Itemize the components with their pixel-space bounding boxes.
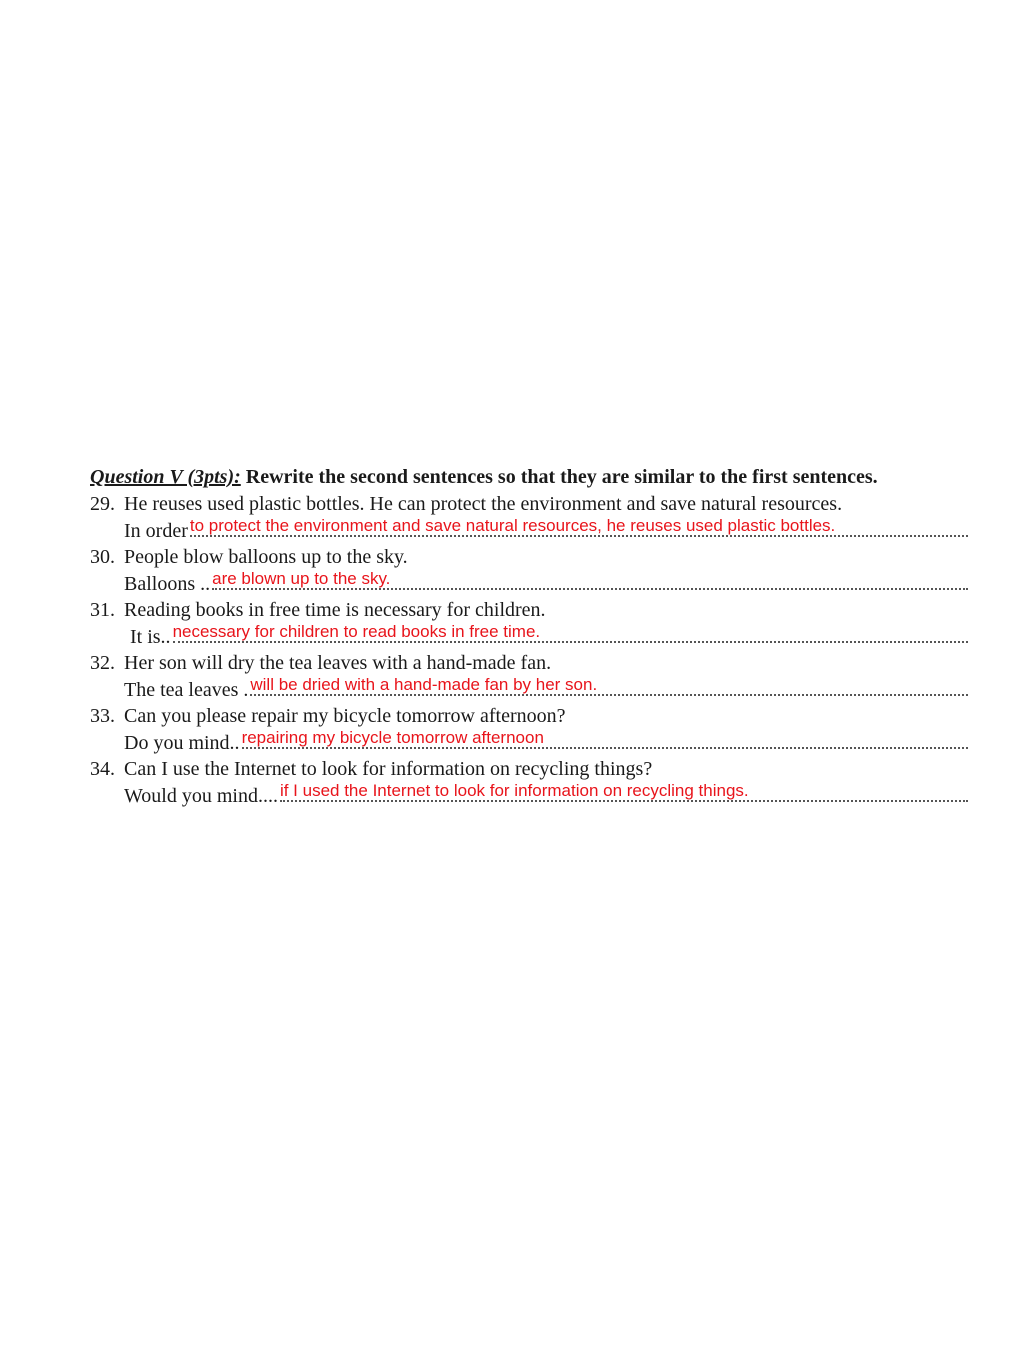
handwritten-answer: will be dried with a hand-made fan by her son. <box>250 674 598 694</box>
answer-prefix: Would you mind.... <box>124 784 278 807</box>
item-sentence: People blow balloons up to the sky. <box>124 546 408 568</box>
question-heading <box>90 463 1010 491</box>
exercise-item-33 <box>90 703 1010 730</box>
handwritten-answer: necessary for children to read books in free time. <box>172 621 541 641</box>
item-number: 29. <box>90 493 115 515</box>
item-number: 32. <box>90 652 115 674</box>
handwritten-answer: if I used the Internet to look for information on recycling things. <box>279 780 749 800</box>
item-sentence: Her son will dry the tea leaves with a hand-made fan. <box>124 652 552 674</box>
item-number: 30. <box>90 546 115 568</box>
answer-blank[interactable] <box>279 780 968 802</box>
answer-prefix: It is.. <box>130 625 171 648</box>
question-label: Question V (3pts): <box>90 466 241 488</box>
answer-prefix: Do you mind.. <box>124 731 240 754</box>
answer-line-30 <box>124 568 968 598</box>
item-sentence: Reading books in free time is necessary for children. <box>124 599 546 621</box>
answer-line-31 <box>124 621 968 651</box>
exercise-item-34 <box>90 756 1010 783</box>
answer-blank[interactable] <box>250 674 968 696</box>
handwritten-answer: are blown up to the sky. <box>212 568 391 588</box>
item-number: 34. <box>90 758 115 780</box>
answer-prefix: Balloons .. <box>124 572 211 595</box>
item-number: 31. <box>90 599 115 621</box>
answer-prefix: In order <box>124 519 188 542</box>
answer-blank[interactable] <box>241 727 968 749</box>
item-sentence: Can you please repair my bicycle tomorrow afternoon? <box>124 705 566 727</box>
answer-line-29 <box>124 515 968 545</box>
item-number: 33. <box>90 705 115 727</box>
answer-blank[interactable] <box>189 515 968 537</box>
item-sentence: He reuses used plastic bottles. He can protect the environment and save natural resources. <box>124 493 843 515</box>
answer-line-34 <box>124 780 968 810</box>
answer-prefix: The tea leaves . <box>124 678 249 701</box>
answer-line-33 <box>124 727 968 757</box>
exercise-item-30 <box>90 544 1010 571</box>
answer-line-32 <box>124 674 968 704</box>
exercise-item-31 <box>90 597 1010 624</box>
exercise-item-32 <box>90 650 1010 677</box>
answer-blank[interactable] <box>212 568 968 590</box>
question-instruction: Rewrite the second sentences so that they are similar to the first sentences. <box>245 466 878 488</box>
exercise-item-29 <box>90 491 1010 518</box>
answer-blank[interactable] <box>172 621 968 643</box>
handwritten-answer: repairing my bicycle tomorrow afternoon <box>241 727 544 747</box>
handwritten-answer: to protect the environment and save natural resources, he reuses used plastic bottles. <box>189 515 836 535</box>
exercise-sheet <box>90 463 1010 809</box>
item-sentence: Can I use the Internet to look for information on recycling things? <box>124 758 653 780</box>
